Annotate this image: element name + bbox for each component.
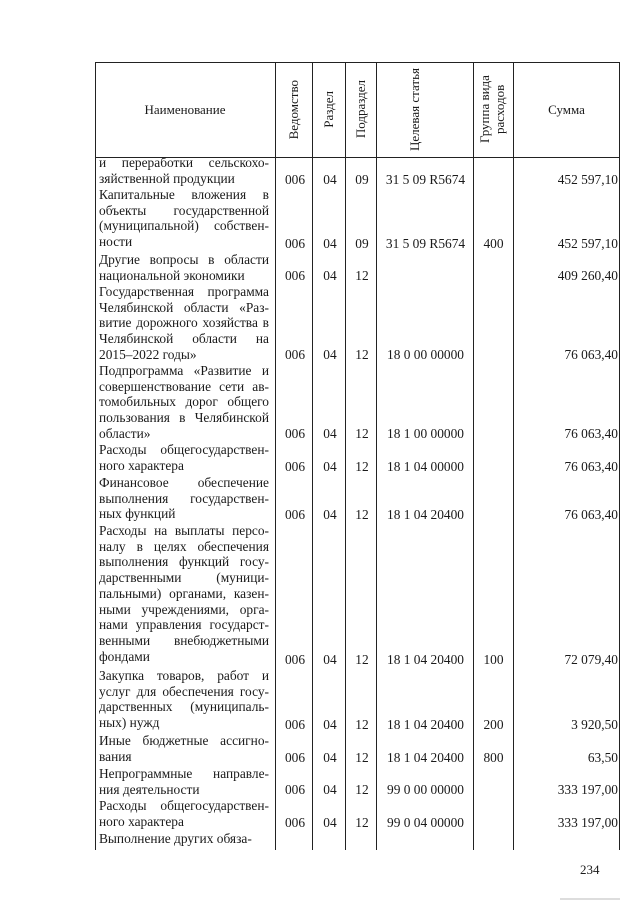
cell-podrazdel: 12 xyxy=(355,782,369,797)
cell-razdel: 04 xyxy=(323,268,337,283)
cell-razdel: 04 xyxy=(323,172,337,187)
cell-tselevaya: 18 1 04 20400 xyxy=(387,717,464,732)
header-gruppa: Группа вида расходов xyxy=(476,75,507,144)
cell-summa: 76 063,40 xyxy=(564,459,618,474)
cell-summa: 76 063,40 xyxy=(564,507,618,522)
cell-summa: 76 063,40 xyxy=(564,347,618,362)
cell-summa: 333 197,00 xyxy=(557,782,618,797)
row-name: Иные бюджетные ассигно-вания xyxy=(99,733,269,764)
row-name: Непрограммные направле-ния деятельности xyxy=(99,766,269,797)
cell-razdel: 04 xyxy=(323,717,337,732)
header-vedomstvo: Ведомство xyxy=(285,79,301,140)
cell-gruppa: 100 xyxy=(483,652,504,667)
cell-vedomstvo: 006 xyxy=(284,459,306,474)
cell-podrazdel: 09 xyxy=(355,172,369,187)
row-name: Государственная программа Челябинской области «Раз-витие дорожного хозяйства в Челябинской области на 2015–2022 годы» xyxy=(99,284,269,362)
cell-gruppa: 200 xyxy=(483,717,504,732)
cell-vedomstvo: 006 xyxy=(284,652,306,667)
row-name: Другие вопросы в области национальной экономики xyxy=(99,252,269,283)
cell-podrazdel: 12 xyxy=(355,507,369,522)
cell-razdel: 04 xyxy=(323,652,337,667)
cell-vedomstvo: 006 xyxy=(284,426,306,441)
cell-razdel: 04 xyxy=(323,750,337,765)
header-razdel: Раздел xyxy=(320,91,336,128)
cell-vedomstvo: 006 xyxy=(284,782,306,797)
col-border xyxy=(473,62,474,850)
row-name: Капитальные вложения в объекты государственной (муниципальной) собствен-ности xyxy=(99,187,269,250)
cell-podrazdel: 12 xyxy=(355,426,369,441)
cell-vedomstvo: 006 xyxy=(284,268,306,283)
cell-tselevaya: 31 5 09 R5674 xyxy=(385,236,466,251)
cell-vedomstvo: 006 xyxy=(284,815,306,830)
cell-gruppa: 800 xyxy=(483,750,504,765)
row-name: Выполнение других обяза- xyxy=(99,831,252,846)
cell-vedomstvo: 006 xyxy=(284,347,306,362)
header-name: Наименование xyxy=(144,101,226,117)
cell-tselevaya: 18 1 00 00000 xyxy=(387,426,464,441)
header-podrazdel: Подраздел xyxy=(352,80,368,139)
cell-razdel: 04 xyxy=(323,782,337,797)
cell-razdel: 04 xyxy=(323,236,337,251)
cell-vedomstvo: 006 xyxy=(284,717,306,732)
cell-summa: 452 597,10 xyxy=(557,236,618,251)
cell-vedomstvo: 006 xyxy=(284,750,306,765)
row-name: Финансовое обеспечение выполнения государствен-ных функций xyxy=(99,475,269,522)
cell-tselevaya: 99 0 00 00000 xyxy=(387,782,464,797)
scan-artifact xyxy=(560,898,620,900)
page-number: 234 xyxy=(580,862,600,877)
col-border xyxy=(95,62,96,850)
cell-podrazdel: 09 xyxy=(355,236,369,251)
cell-podrazdel: 12 xyxy=(355,652,369,667)
cell-podrazdel: 12 xyxy=(355,815,369,830)
row-name: и переработки сельскохо-зяйственной продукции xyxy=(99,155,269,186)
cell-razdel: 04 xyxy=(323,459,337,474)
cell-tselevaya: 18 0 00 00000 xyxy=(387,347,464,362)
cell-tselevaya: 31 5 09 R5674 xyxy=(385,172,466,187)
cell-summa: 452 597,10 xyxy=(557,172,618,187)
cell-gruppa: 400 xyxy=(483,236,504,251)
cell-summa: 333 197,00 xyxy=(557,815,618,830)
cell-summa: 72 079,40 xyxy=(564,652,618,667)
cell-summa: 76 063,40 xyxy=(564,426,618,441)
cell-razdel: 04 xyxy=(323,815,337,830)
cell-vedomstvo: 006 xyxy=(284,172,306,187)
cell-tselevaya: 18 1 04 20400 xyxy=(387,507,464,522)
cell-podrazdel: 12 xyxy=(355,347,369,362)
cell-podrazdel: 12 xyxy=(355,750,369,765)
col-border xyxy=(275,62,276,850)
cell-razdel: 04 xyxy=(323,426,337,441)
col-border xyxy=(619,62,620,850)
cell-podrazdel: 12 xyxy=(355,717,369,732)
cell-vedomstvo: 006 xyxy=(284,236,306,251)
cell-tselevaya: 18 1 04 20400 xyxy=(387,750,464,765)
cell-podrazdel: 12 xyxy=(355,268,369,283)
row-name: Расходы общегосударствен-ного характера xyxy=(99,442,269,473)
cell-summa: 3 920,50 xyxy=(571,717,618,732)
budget-table xyxy=(95,62,620,850)
cell-podrazdel: 12 xyxy=(355,459,369,474)
cell-razdel: 04 xyxy=(323,507,337,522)
header-summa: Сумма xyxy=(548,101,585,117)
row-name: Подпрограмма «Развитие и совершенствование сети ав-томобильных дорог общего пользования в Челябинской области» xyxy=(99,363,269,441)
cell-tselevaya: 18 1 04 20400 xyxy=(387,652,464,667)
header-tselevaya: Целевая статья xyxy=(407,67,422,151)
cell-summa: 63,50 xyxy=(587,750,618,765)
row-name: Расходы на выплаты персо-налу в целях обеспечения выполнения функций госу-дарственными (муници-пальными) органами, казен-ными учреждениями, орга-нами управления государст-венными внебюджетными фондами xyxy=(99,523,269,664)
cell-vedomstvo: 006 xyxy=(284,507,306,522)
cell-tselevaya: 18 1 04 00000 xyxy=(387,459,464,474)
cell-summa: 409 260,40 xyxy=(557,268,618,283)
row-name: Расходы общегосударствен-ного характера xyxy=(99,798,269,829)
row-name: Закупка товаров, работ и услуг для обеспечения госу-дарственных (муниципаль-ных) нужд xyxy=(99,668,269,731)
cell-tselevaya: 99 0 04 00000 xyxy=(387,815,464,830)
cell-razdel: 04 xyxy=(323,347,337,362)
